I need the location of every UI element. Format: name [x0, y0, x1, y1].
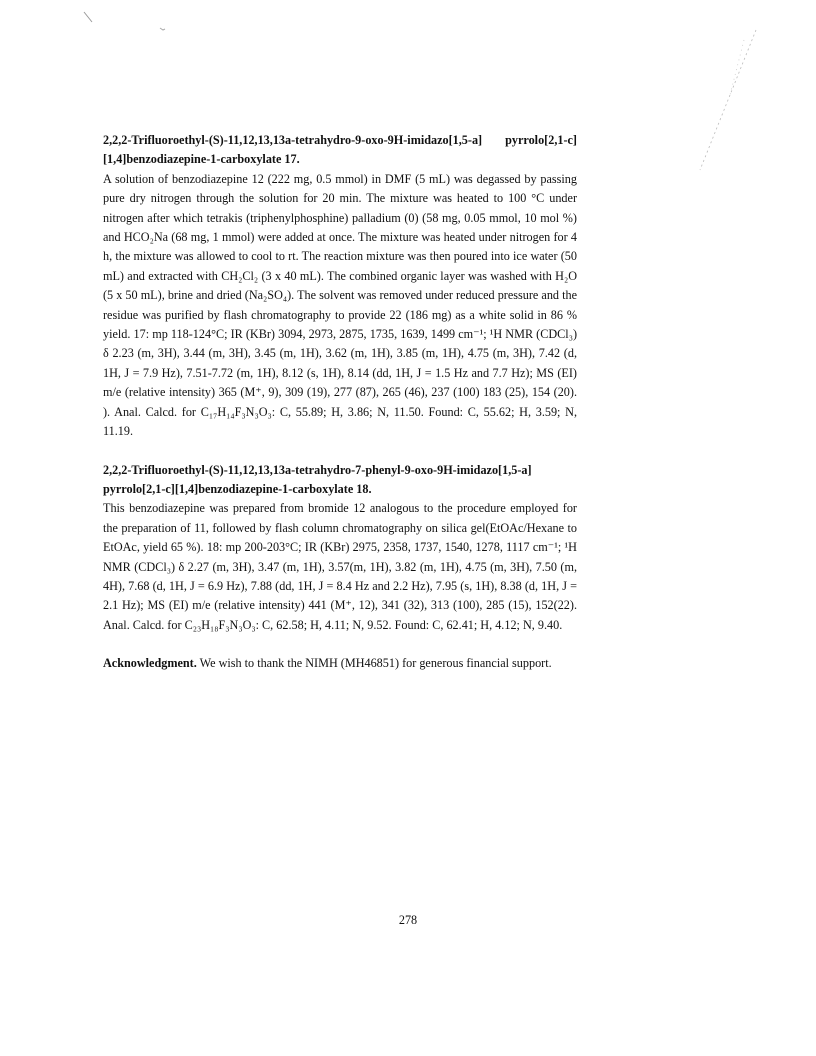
compound-17-heading: 2,2,2-Trifluoroethyl-(S)-11,12,13,13a-tetrahydro-9-oxo-9H-imidazo[1,5-a] pyrrolo[2,1-c][1,4]benzodiazepine-1-carboxylate 17. [103, 133, 577, 167]
compound-17-procedure: A solution of benzodiazepine 12 (222 mg, 0.5 mmol) in DMF (5 mL) was degassed by passing pure dry nitrogen through the solution for 20 min. The mixture was heated to 100 °C under nitrogen after which tetrakis (triphenylphosphine) palladium (0) (58 mg, 0.05 mmol, 10 mol %) and HCO₂Na (68 mg, 1 mmol) were added at once. The mixture was heated under nitrogen for 4 h, the mixture was allowed to cool to rt. The reaction mixture was then poured into ice water (50 mL) and extracted with CH₂Cl₂ (3 x 40 mL). The combined organic layer was washed with H₂O (5 x 50 mL), brine and dried (Na₂SO₄). The solvent was removed under reduced pressure and the residue was purified by flash chromatography to provide 22 (186 mg) as a white solid in 86 % yield. 17: mp 118-124°C; IR (KBr) 3094, 2973, 2875, 1735, 1639, 1499 cm⁻¹; ¹H NMR (CDCl₃) δ 2.23 (m, 3H), 3.44 (m, 3H), 3.45 (m, 1H), 3.62 (m, 1H), 3.85 (m, 1H), 4.75 (m, 3H), 7.42 (d, 1H, J = 7.9 Hz), 7.51-7.72 (m, 1H), 8.12 (s, 1H), 8.14 (dd, 1H, J = 1.5 Hz and 7.7 Hz); MS (EI) m/e (relative intensity) 365 (M⁺, 9), 309 (19), 277 (87), 265 (46), 237 (100) 183 (25), 154 (20). ). Anal. Calcd. for C₁₇H₁₄F₃N₃O₃: C, 55.89; H, 3.86; N, 11.50. Found: C, 55.62; H, 3.59; N, 11.19. [103, 171, 577, 439]
main-text [103, 131, 577, 674]
compound-18-heading: 2,2,2-Trifluoroethyl-(S)-11,12,13,13a-tetrahydro-7-phenyl-9-oxo-9H-imidazo[1,5-a] pyrrolo[2,1-c][1,4]benzodiazepine-1-carboxylate 18. [103, 462, 532, 496]
acknowledgment-text: We wish to thank the NIMH (MH46851) for generous financial support. [199, 656, 552, 671]
page-number: 278 [398, 913, 418, 927]
acknowledgment [103, 654, 577, 673]
compound-18-procedure: This benzodiazepine was prepared from bromide 12 analogous to the procedure employed for the preparation of 11, followed by flash column chromatography on silica gel(EtOAc/Hexane to EtOAc, yield 65 %). 18: mp 200-203°C; IR (KBr) 2975, 2358, 1737, 1540, 1278, 1117 cm⁻¹; ¹H NMR (CDCl₃) δ 2.27 (m, 3H), 3.47 (m, 1H), 3.57(m, 1H), 3.82 (m, 1H), 4.75 (m, 3H), 7.50 (m, 4H), 7.68 (d, 1H, J = 6.9 Hz), 7.88 (dd, 1H, J = 8.4 Hz and 2.2 Hz), 7.95 (s, 1H), 8.38 (d, 1H, J = 2.1 Hz); MS (EI) m/e (relative intensity) 441 (M⁺, 12), 341 (32), 313 (100), 285 (15), 152(22). Anal. Calcd. for C₂₃H₁₈F₃N₃O₃: C, 62.58; H, 4.11; N, 9.52. Found: C, 62.41; H, 4.12; N, 9.40. [103, 501, 577, 632]
acknowledgment-label: Acknowledgment. [103, 656, 197, 671]
